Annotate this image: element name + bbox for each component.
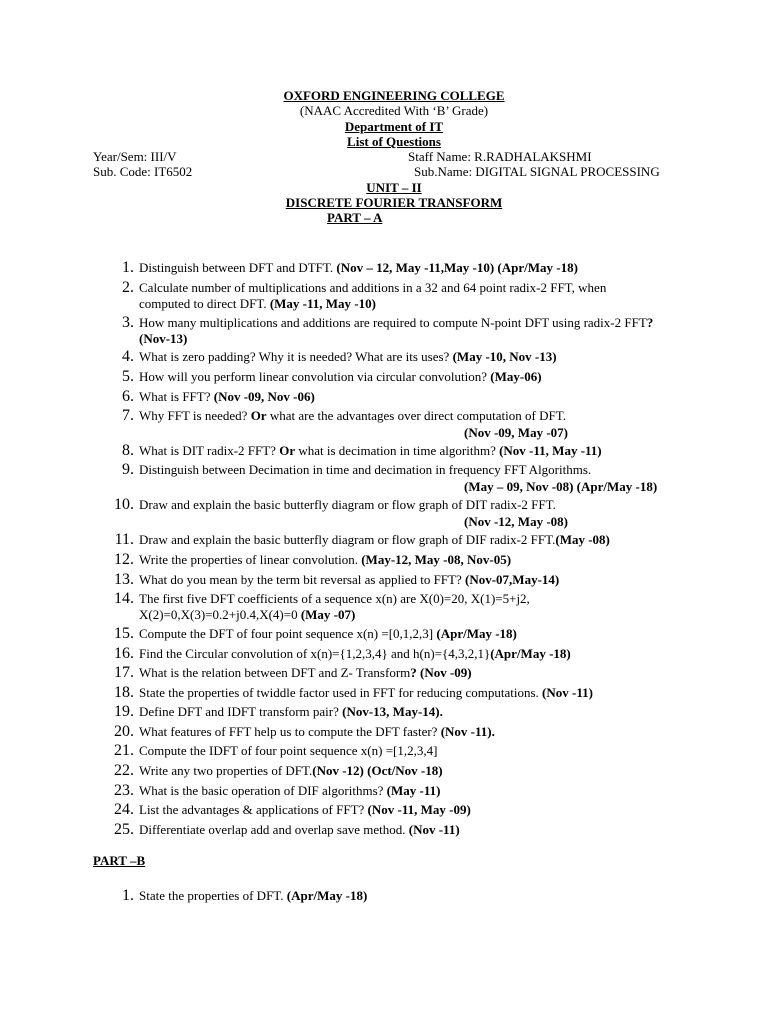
question-text: State the properties of DFT. (Apr/May -18): [139, 888, 368, 903]
question-text: Compute the IDFT of four point sequence x(n) =[1,2,3,4]: [139, 743, 438, 758]
accreditation: (NAAC Accredited With ‘B’ Grade): [299, 103, 489, 118]
question-text: What is the relation between DFT and Z- Transform? (Nov -09): [139, 665, 472, 680]
question-number: 13.: [114, 571, 134, 588]
question-number: 3.: [122, 314, 134, 331]
question-text: Distinguish between DFT and DTFT. (Nov – 12, May -11,May -10) (Apr/May -18): [139, 260, 578, 275]
question-tag: (Nov -09, May -07): [464, 425, 568, 440]
list-title: List of Questions: [347, 134, 441, 149]
question-number: 17.: [114, 664, 134, 681]
question-text: What do you mean by the term bit reversal as applied to FFT? (Nov-07,May-14): [139, 572, 560, 587]
question-text: How will you perform linear convolution via circular convolution? (May-06): [139, 369, 542, 384]
question-number: 15.: [114, 625, 134, 642]
part-a-heading: PART – A: [327, 210, 383, 225]
question-text: Distinguish between Decimation in time and decimation in frequency FFT Algorithms.: [139, 462, 592, 477]
question-text: The first five DFT coefficients of a sequence x(n) are X(0)=20, X(1)=5+j2, X(2)=0,X(3)=0.2+j0.4,X(4)=0 (May -07): [139, 591, 530, 622]
staff-name: Staff Name: R.RADHALAKSHMI: [408, 149, 592, 164]
question-text: What features of FFT help us to compute the DFT faster? (Nov -11).: [139, 724, 495, 739]
question-number: 23.: [114, 782, 134, 799]
question-number: 16.: [114, 645, 134, 662]
question-number: 11.: [114, 531, 134, 548]
question-number: 25.: [114, 821, 134, 838]
question-number: 10.: [114, 496, 134, 513]
question-number: 19.: [114, 703, 134, 720]
question-text: What is FFT? (Nov -09, Nov -06): [139, 389, 315, 404]
question-text: Find the Circular convolution of x(n)={1,2,3,4} and h(n)={4,3,2,1}(Apr/May -18): [139, 646, 571, 661]
question-number: 2.: [122, 279, 134, 296]
question-text: Write the properties of linear convolution. (May-12, May -08, Nov-05): [139, 552, 512, 567]
question-text: What is the basic operation of DIF algorithms? (May -11): [139, 783, 441, 798]
sub-code: Sub. Code: IT6502: [93, 164, 193, 179]
part-b-heading: PART –B: [93, 853, 146, 868]
question-number: 6.: [122, 388, 134, 405]
question-text: Calculate number of multiplications and additions in a 32 and 64 point radix-2 FFT, when computed to direct DFT. (May -11, May -10): [139, 280, 607, 311]
year-sem: Year/Sem: III/V: [93, 149, 177, 164]
department: Department of IT: [344, 119, 444, 134]
sub-name: Sub.Name: DIGITAL SIGNAL PROCESSING: [414, 164, 660, 179]
question-text: List the advantages & applications of FFT? (Nov -11, May -09): [139, 802, 471, 817]
question-tag: (May – 09, Nov -08) (Apr/May -18): [464, 479, 658, 494]
question-number: 18.: [114, 684, 134, 701]
unit-label: UNIT – II: [366, 180, 422, 195]
question-text: What is zero padding? Why it is needed? What are its uses? (May -10, Nov -13): [139, 349, 557, 364]
question-text: Draw and explain the basic butterfly diagram or flow graph of DIF radix-2 FFT.(May -08): [139, 532, 610, 547]
question-number: 14.: [114, 590, 134, 607]
question-text: How many multiplications and additions are required to compute N-point DFT using radix-2 FFT? (Nov-13): [139, 315, 654, 346]
question-text: Define DFT and IDFT transform pair? (Nov-13, May-14).: [139, 704, 443, 719]
question-number: 8.: [122, 442, 134, 459]
question-number: 1.: [122, 259, 134, 276]
unit-title: DISCRETE FOURIER TRANSFORM: [285, 195, 503, 210]
question-number: 21.: [114, 742, 134, 759]
question-tag: (Nov -12, May -08): [464, 514, 568, 529]
college-name: OXFORD ENGINEERING COLLEGE: [283, 88, 505, 103]
question-text: Why FFT is needed? Or what are the advantages over direct computation of DFT.: [139, 408, 566, 423]
question-text: Write any two properties of DFT.(Nov -12) (Oct/Nov -18): [139, 763, 443, 778]
question-number: 9.: [122, 461, 134, 478]
question-text: Draw and explain the basic butterfly diagram or flow graph of DIT radix-2 FFT.: [139, 497, 556, 512]
question-text: Compute the DFT of four point sequence x(n) =[0,1,2,3] (Apr/May -18): [139, 626, 517, 641]
question-number: 22.: [114, 762, 134, 779]
question-text: State the properties of twiddle factor used in FFT for reducing computations. (Nov -11): [139, 685, 593, 700]
question-number: 7.: [122, 407, 134, 424]
question-number: 20.: [114, 723, 134, 740]
question-text: Differentiate overlap add and overlap save method. (Nov -11): [139, 822, 460, 837]
question-number: 5.: [122, 368, 134, 385]
question-number: 12.: [114, 551, 134, 568]
question-number: 4.: [122, 348, 134, 365]
question-text: What is DIT radix-2 FFT? Or what is decimation in time algorithm? (Nov -11, May -11): [139, 443, 602, 458]
question-number: 1.: [122, 887, 134, 904]
question-number: 24.: [114, 801, 134, 818]
